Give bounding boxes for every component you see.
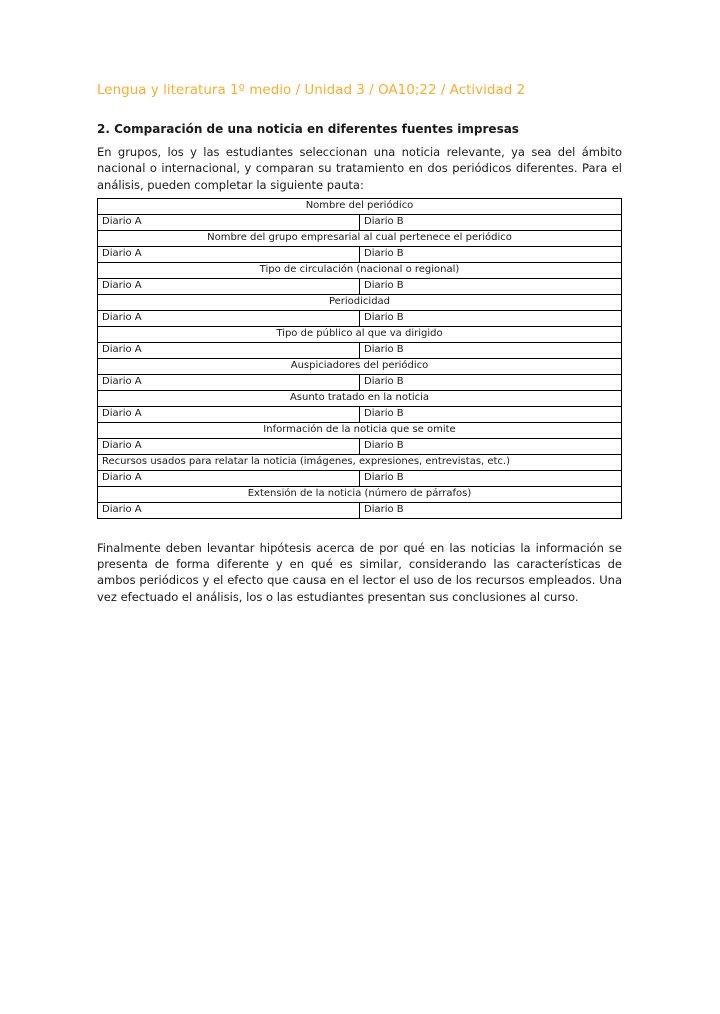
- table-section-header-row: [98, 486, 622, 502]
- table-row: [98, 278, 622, 294]
- table-row: [98, 502, 622, 518]
- diario-a-cell: Diario A: [98, 278, 360, 294]
- table-section-header: Información de la noticia que se omite: [98, 422, 622, 438]
- diario-b-cell: Diario B: [360, 310, 622, 326]
- table-row: [98, 374, 622, 390]
- table-row: [98, 246, 622, 262]
- diario-b-cell: Diario B: [360, 374, 622, 390]
- table-section-header-row: [98, 230, 622, 246]
- diario-a-cell: Diario A: [98, 438, 360, 454]
- table-row: [98, 438, 622, 454]
- diario-b-cell: Diario B: [360, 470, 622, 486]
- diario-b-cell: Diario B: [360, 342, 622, 358]
- closing-paragraph: Finalmente deben levantar hipótesis acerca de por qué en las noticias la información se presenta de forma diferente y en qué es similar, considerando las características de ambos periódicos y el efecto que causa en el lector el uso de los recursos empleados. Una vez efectuado el análisis, los o las estudiantes presentan sus conclusiones al curso.: [97, 540, 622, 604]
- diario-a-cell: Diario A: [98, 470, 360, 486]
- table-section-header-row: [98, 390, 622, 406]
- table-section-header: Auspiciadores del periódico: [98, 358, 622, 374]
- diario-a-cell: Diario A: [98, 214, 360, 230]
- diario-b-cell: Diario B: [360, 278, 622, 294]
- diario-b-cell: Diario B: [360, 214, 622, 230]
- table-section-header-row: [98, 326, 622, 342]
- breadcrumb: Lengua y literatura 1º medio / Unidad 3 / OA10;22 / Actividad 2: [97, 82, 526, 98]
- comparison-table: [97, 198, 622, 519]
- table-section-header-row: [98, 358, 622, 374]
- table-section-header-row: [98, 198, 622, 214]
- diario-b-cell: Diario B: [360, 406, 622, 422]
- diario-a-cell: Diario A: [98, 310, 360, 326]
- diario-a-cell: Diario A: [98, 502, 360, 518]
- table-row: [98, 342, 622, 358]
- table-section-header: Nombre del periódico: [98, 198, 622, 214]
- document-page: [97, 82, 622, 605]
- table-section-header-row: [98, 262, 622, 278]
- table-section-header-row: [98, 294, 622, 310]
- table-section-header: Asunto tratado en la noticia: [98, 390, 622, 406]
- diario-b-cell: Diario B: [360, 438, 622, 454]
- table-section-header: Nombre del grupo empresarial al cual pertenece el periódico: [98, 230, 622, 246]
- table-section-header-row: [98, 454, 622, 470]
- table-row: [98, 470, 622, 486]
- table-row: [98, 310, 622, 326]
- diario-b-cell: Diario B: [360, 502, 622, 518]
- table-section-header: Tipo de circulación (nacional o regional): [98, 262, 622, 278]
- activity-heading: 2. Comparación de una noticia en diferentes fuentes impresas: [97, 122, 519, 136]
- table-section-header: Periodicidad: [98, 294, 622, 310]
- table-row: [98, 406, 622, 422]
- table-section-header: Tipo de público al que va dirigido: [98, 326, 622, 342]
- diario-a-cell: Diario A: [98, 406, 360, 422]
- intro-paragraph: En grupos, los y las estudiantes seleccionan una noticia relevante, ya sea del ámbito nacional o internacional, y comparan su tratamiento en dos periódicos diferentes. Para el análisis, pueden completar la siguiente pauta:: [97, 145, 622, 192]
- diario-a-cell: Diario A: [98, 374, 360, 390]
- table-row: [98, 214, 622, 230]
- diario-b-cell: Diario B: [360, 246, 622, 262]
- diario-a-cell: Diario A: [98, 342, 360, 358]
- table-section-header: Extensión de la noticia (número de párrafos): [98, 486, 622, 502]
- table-section-header-row: [98, 422, 622, 438]
- diario-a-cell: Diario A: [98, 246, 360, 262]
- table-section-header: Recursos usados para relatar la noticia (imágenes, expresiones, entrevistas, etc.): [98, 454, 622, 470]
